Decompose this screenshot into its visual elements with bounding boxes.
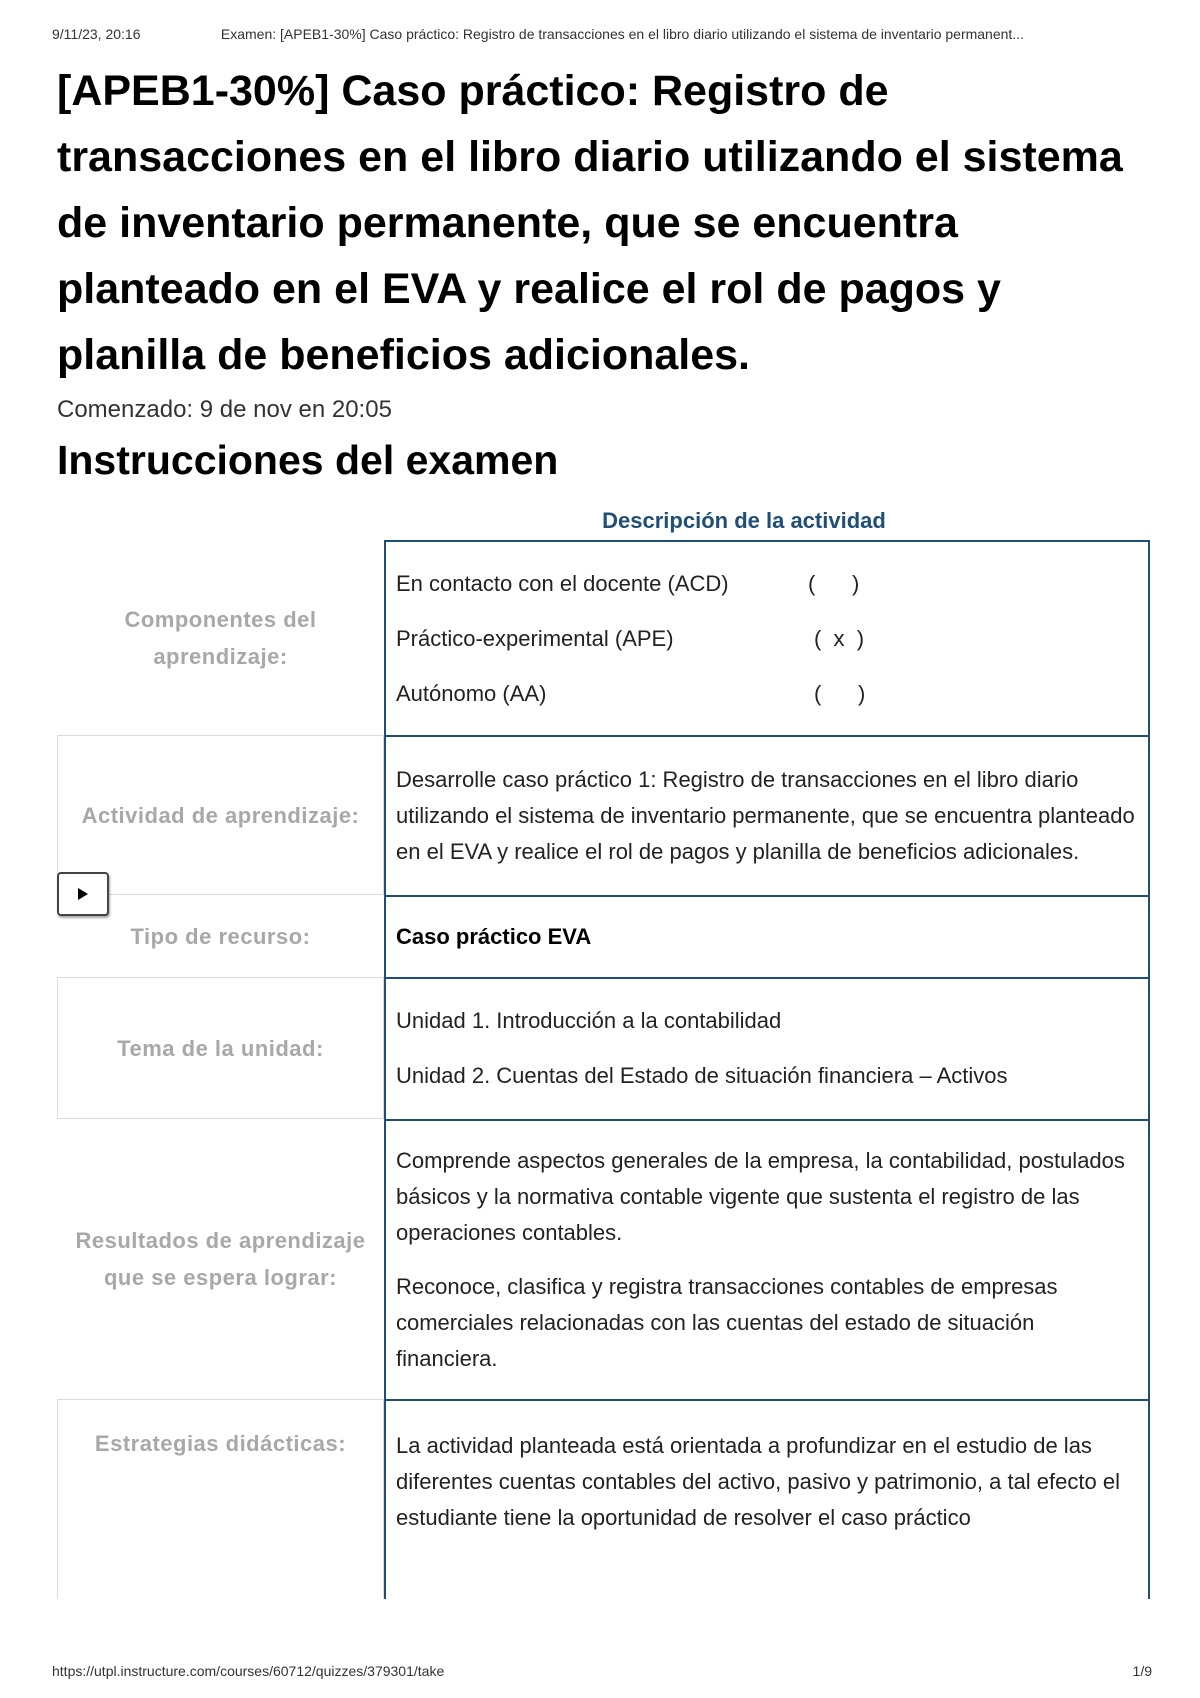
components-value <box>384 540 1150 735</box>
print-datetime: 9/11/23, 20:16 <box>52 26 141 42</box>
expected-result-item: Comprende aspectos generales de la empresa, la contabilidad, postulados básicos y la normativa contable vigente que sustenta el registro de las operaciones contables. <box>396 1148 1125 1245</box>
print-footer <box>52 1663 1152 1679</box>
unit-topic-label: Tema de la unidad: <box>57 977 384 1119</box>
component-name: Autónomo (AA) <box>396 680 547 706</box>
component-item <box>396 611 1138 666</box>
component-mark: ( ) <box>814 680 866 706</box>
page-number: 1/9 <box>1132 1663 1152 1679</box>
table-row-strategies <box>57 1399 1150 1599</box>
component-name: Práctico-experimental (APE) <box>396 625 674 651</box>
table-row-expected-results <box>57 1119 1150 1399</box>
table-caption: Descripción de la actividad <box>602 508 886 533</box>
unit-topic-value <box>384 977 1150 1119</box>
table-row-unit-topic <box>57 977 1150 1119</box>
resource-type-value: Caso práctico EVA <box>384 895 1150 977</box>
instructions-heading: Instrucciones del examen <box>57 437 559 483</box>
strategies-text: La actividad planteada está orientada a profundizar en el estudio de las diferentes cuentas contables del activo, pasivo y patrimonio, a tal efecto el estudiante tiene la oportunidad de resolver el caso práctico <box>396 1433 1120 1530</box>
strategies-value <box>384 1399 1150 1599</box>
print-header <box>52 26 1152 42</box>
activity-text: Desarrolle caso práctico 1: Registro de transacciones en el libro diario utilizando el sistema de inventario permanente, que se encuentra planteado en el EVA y realice el rol de pagos y planilla de beneficios adicionales. <box>396 767 1135 864</box>
print-doc-title: Examen: [APEB1-30%] Caso práctico: Registro de transacciones en el libro diario utilizando el sistema de inventario permanent... <box>220 26 1024 42</box>
table-row-resource-type <box>57 895 1150 977</box>
expected-results-value <box>384 1119 1150 1399</box>
print-url: https://utpl.instructure.com/courses/60712/quizzes/379301/take <box>52 1663 445 1679</box>
activity-label: Actividad de aprendizaje: <box>57 735 384 895</box>
unit-topic-item: Unidad 1. Introducción a la contabilidad <box>396 1007 782 1033</box>
expected-results-label: Resultados de aprendizaje que se espera lograr: <box>75 1228 366 1290</box>
started-timestamp: Comenzado: 9 de nov en 20:05 <box>57 396 392 423</box>
component-mark: ( x ) <box>814 625 865 651</box>
component-item <box>396 556 1138 611</box>
expected-result-item: Reconoce, clasifica y registra transacciones contables de empresas comerciales relacionadas con las cuentas del estado de situación financiera. <box>396 1274 1058 1371</box>
components-label: Componentes del aprendizaje: <box>124 606 317 669</box>
component-item <box>396 666 1138 721</box>
component-mark: ( ) <box>808 570 860 596</box>
table-row-components <box>57 540 1150 735</box>
resource-type-label: Tipo de recurso: <box>130 923 311 949</box>
unit-topic-item: Unidad 2. Cuentas del Estado de situación financiera – Activos <box>396 1062 1008 1088</box>
table-row-activity <box>57 735 1150 895</box>
quiz-title: [APEB1-30%] Caso práctico: Registro de transacciones en el libro diario utilizando el sistema de inventario permanente, que se encuentra planteado en el EVA y realice el rol de pagos y planilla de beneficios adicionales. <box>57 67 1123 379</box>
activity-value <box>384 735 1150 895</box>
component-name: En contacto con el docente (ACD) <box>396 570 729 596</box>
strategies-label: Estrategias didácticas: <box>57 1399 384 1599</box>
activity-description-table <box>57 540 1150 1599</box>
